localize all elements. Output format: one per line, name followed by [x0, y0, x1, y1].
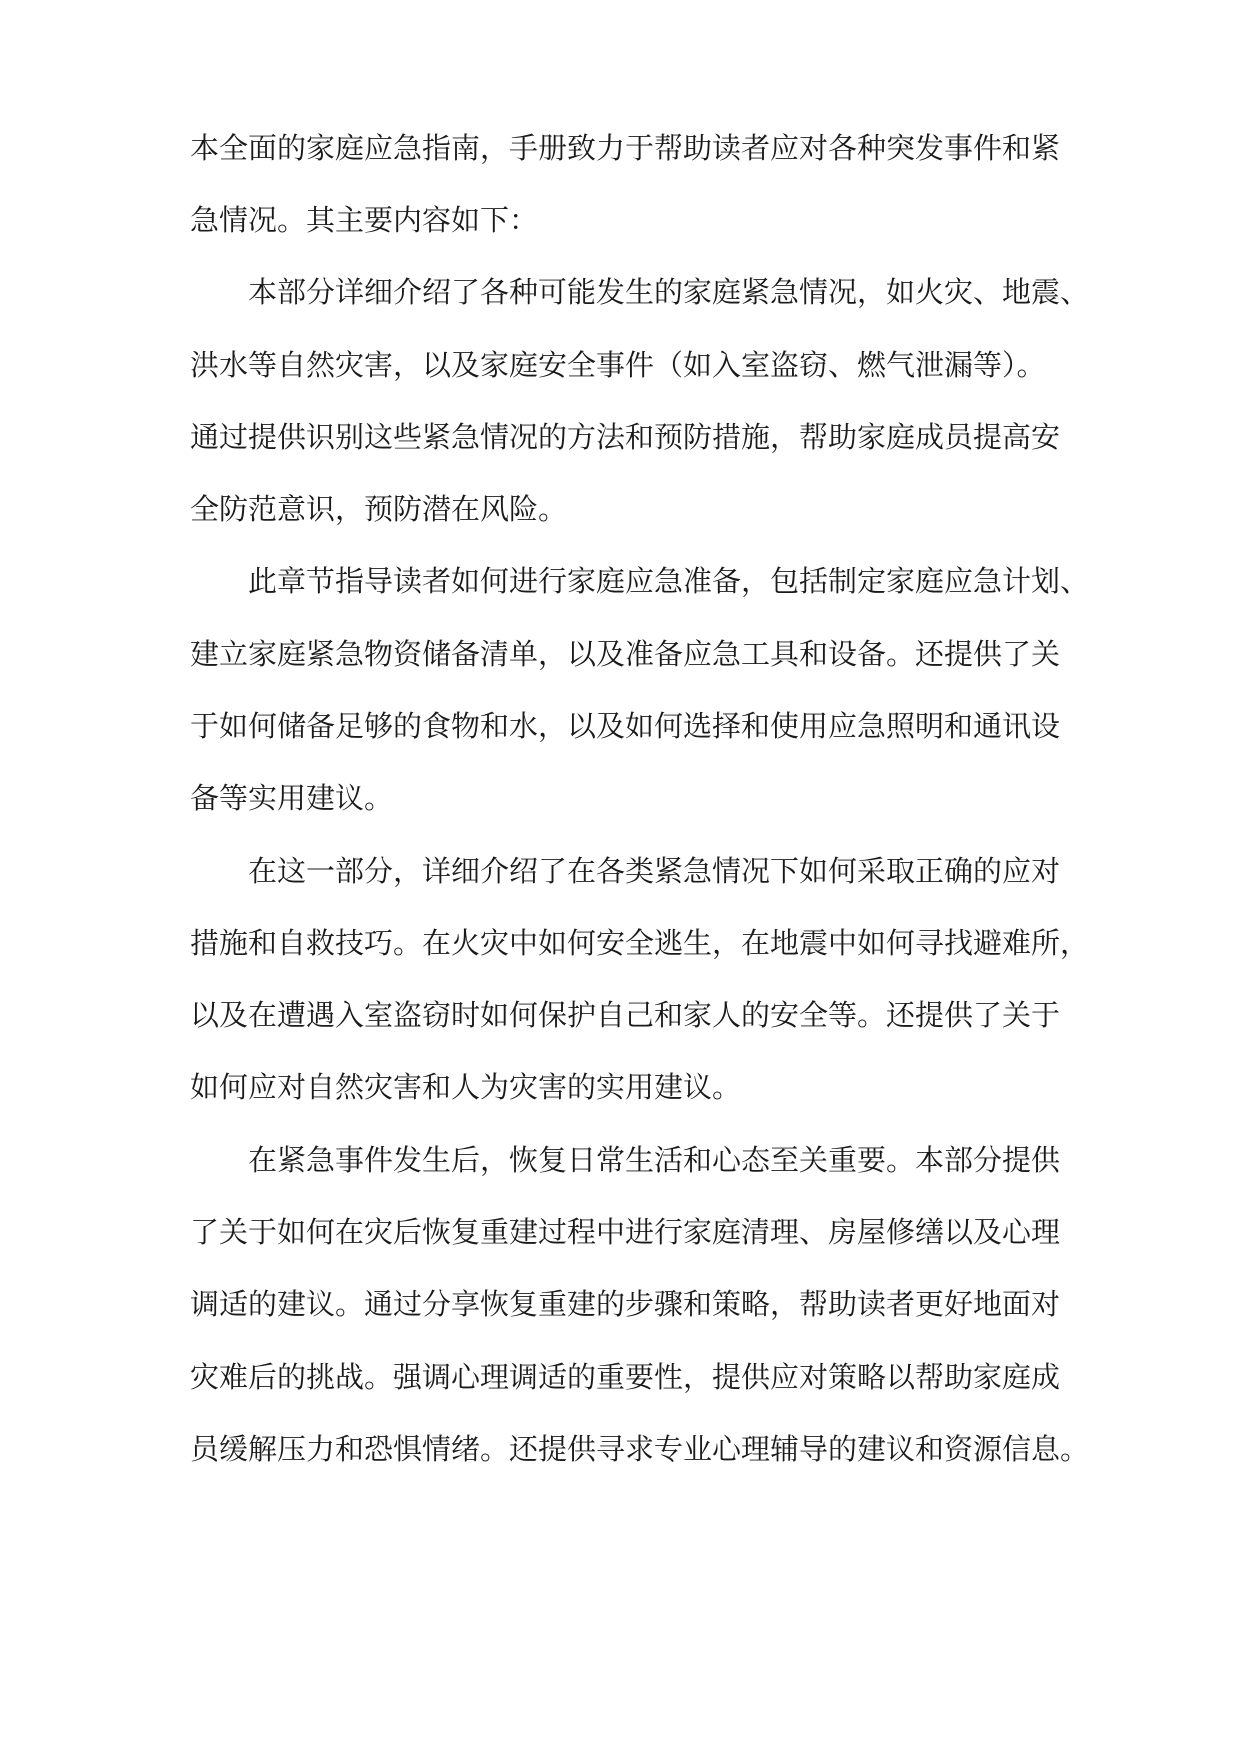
paragraph-5-line-1: 在紧急事件发生后，恢复日常生活和心态至关重要。本部分提供 [248, 1143, 1061, 1177]
paragraph-5-line-3: 调适的建议。通过分享恢复重建的步骤和策略，帮助读者更好地面对 [190, 1287, 1061, 1321]
paragraph-3-line-1: 此章节指导读者如何进行家庭应急准备，包括制定家庭应急计划、 [248, 564, 1090, 598]
paragraph-2-line-4: 全防范意识，预防潜在风险。 [190, 492, 568, 526]
paragraph-5-line-2: 了关于如何在灾后恢复重建过程中进行家庭清理、房屋修缮以及心理 [190, 1215, 1061, 1249]
paragraph-4-line-3: 以及在遭遇入室盗窃时如何保护自己和家人的安全等。还提供了关于 [190, 998, 1061, 1032]
paragraph-1-line-1: 本全面的家庭应急指南，手册致力于帮助读者应对各种突发事件和紧 [190, 131, 1061, 165]
paragraph-4-line-1: 在这一部分，详细介绍了在各类紧急情况下如何采取正确的应对 [248, 854, 1061, 888]
paragraph-3-line-2: 建立家庭紧急物资储备清单，以及准备应急工具和设备。还提供了关 [190, 637, 1061, 671]
paragraph-4-line-4: 如何应对自然灾害和人为灾害的实用建议。 [190, 1070, 742, 1104]
paragraph-1-line-2: 急情况。其主要内容如下： [190, 203, 539, 237]
paragraph-2-line-3: 通过提供识别这些紧急情况的方法和预防措施，帮助家庭成员提高安 [190, 420, 1061, 454]
paragraph-5-line-4: 灾难后的挑战。强调心理调适的重要性，提供应对策略以帮助家庭成 [190, 1360, 1061, 1394]
paragraph-3-line-4: 备等实用建议。 [190, 781, 394, 815]
paragraph-3-line-3: 于如何储备足够的食物和水，以及如何选择和使用应急照明和通讯设 [190, 709, 1061, 743]
paragraph-2-line-2: 洪水等自然灾害，以及家庭安全事件（如入室盗窃、燃气泄漏等）。 [190, 348, 1046, 382]
paragraph-5-line-5: 员缓解压力和恐惧情绪。还提供寻求专业心理辅导的建议和资源信息。 [190, 1432, 1090, 1466]
paragraph-4-line-2: 措施和自救技巧。在火灾中如何安全逃生，在地震中如何寻找避难所， [190, 926, 1090, 960]
paragraph-2-line-1: 本部分详细介绍了各种可能发生的家庭紧急情况，如火灾、地震、 [248, 275, 1090, 309]
